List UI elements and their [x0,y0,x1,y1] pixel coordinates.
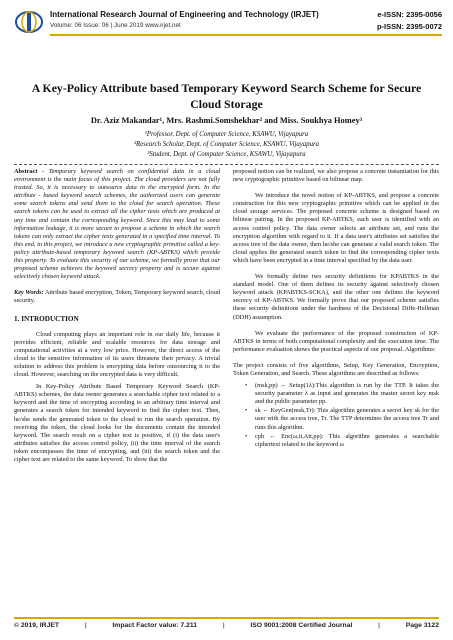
right-paragraph-1: We introduce the novel notion of KP-ABTKS, and propose a concrete construction for this new cryptographic primitive which can be applied in the cloud storage services. The proposed concrete scheme is designed based on bilinear pairing. In the proposed KP-ABTKS, each user is identified with an access control policy. The data owner selects an attribute set, and runs the encryption algorithm with regard to it. If a data user's attributes set satisfies the access tree of the data owner, then he/she can generate a valid search token. The cloud applies the generated search token to find the corresponding cipher texts which have been encrypted in a time interval specified by the data user. [233,192,439,264]
right-paragraph-2: We formally define two security definitions for KPABTKS in the standard model. One of them defines its security against selectively chosen keyword attack (KPABTKS-SCKA), and the other one defines the keyword secrecy of KP-ABTKS. We formally prove that our proposed scheme satisfies these security definitions under the hardness of the Decisional Diffe-Hellman (DDH) assumption. [233,273,439,321]
list-item: • cph ← Enc(ω,ti,Att,pp): This algorithm generates a searchable ciphertext related to the keyword ω [245,433,439,449]
title-divider [14,164,439,165]
section-heading-introduction: 1. INTRODUCTION [14,314,79,323]
right-paragraph-3: We evaluate the performance of the proposed construction of KP-ABTKS in terms of both computational complexity and the execution time. The performance evaluation shows the practical aspects of our proposal. Algorithms: [233,329,439,353]
footer-rule [14,617,439,619]
keywords-text: Attribute based encryption, Token, Temporary keyword search, cloud security. [14,289,220,305]
page-footer [14,622,439,629]
algorithm-list [233,382,439,449]
irjet-logo [14,9,44,35]
header-rule [50,34,442,36]
affiliation-1: ¹Professor, Dept. of Computer Science, KSAWU, Vijayapura [144,131,309,138]
footer-page-number: Page 3122 [405,622,439,629]
keywords [14,289,220,305]
abstract [14,168,220,281]
list-item: • (msk,pp) ← Setup(1λ):This algorithm is run by the TTP. It takes the security parameter λ as input and generates the master secret key msk and the public parameter pp. [245,382,439,406]
right-column [233,168,439,450]
abstract-text: Temporary keyword search on confidential data in a cloud environment is the main focus of this project. The cloud providers are not fully trusted. So, it is necessary to outsource data in the encrypted form. In the attribute - based keyword search schemes, the authorized users can generate some search tokens and send them to the cloud for search operation. These search tokens can be used to extract all the cipher texts which are produced at any time and contain the corresponding keyword. Since this may lead to some information leakage, it is more secure to propose a scheme in which the search tokens can only extract the cipher texts generated in a specified time interval. To this end, in this project, we introduce a new cryptographic primitive called a key-policy attribute-based temporary keyword search (KP-ABTKS) which provide this property. To evaluate this security of our scheme, we formally prove that our proposed scheme achieves the keyword secrecy property and is secure against selectively chosen keyword attack. [14,168,220,281]
p-issn: p-ISSN: 2395-0072 [376,22,442,31]
intro-paragraph-1: Cloud computing plays an important role in our daily life, because it provides efficient, reliable and scalable resources for data storage and computational activities at a very low price. However, the direct access of the cloud to the sensitive information of its users threatens their privacy. A trivial solution to address this problem is encrypting data before outsourcing it to the cloud. However, searching on the encrypted data is very difficult. [14,330,220,379]
journal-name: International Research Journal of Engineering and Technology (IRJET) [50,10,319,19]
footer-copyright: © 2019, IRJET [14,622,60,629]
footer-separator: | [222,622,225,629]
footer-impact-factor: Impact Factor value: 7.211 [112,622,198,629]
paper-title: A Key-Policy Attribute based Temporary Keyword Search Scheme for Secure Cloud Storage [31,81,422,111]
paper-authors: Dr. Aziz Makandar¹, Mrs. Rashmi.Somshekhar² and Miss. Soukhya Homey³ [90,116,363,125]
footer-separator: | [378,622,380,629]
footer-separator: | [84,622,87,629]
abstract-label: Abstract - [14,168,45,175]
footer-iso: ISO 9001:2008 Certified Journal [250,622,353,629]
right-paragraph-0: proposed notion can be realized, we also propose a concrete instantiation for this new cryptographic primitive based on bilinear map. [233,168,439,184]
keywords-label: Key Words: [14,289,44,297]
e-issn: e-ISSN: 2395-0056 [377,10,442,19]
journal-header [14,7,442,43]
right-paragraph-4: The project consists of five algorithms, Setup, Key Generation, Encryption, Token Generation, and Search. These algorithms are described as follows: [233,361,439,377]
list-item: • sk ← KeyGen(msk,Tr): This algorithm generates a secret key sk for the user with the access tree, Tr. The TTP determines the access tree Tr and runs this algorithm. [245,407,439,431]
intro-paragraph-2: In Key-Policy Attribute Based Temporary Keyword Search (KP-ABTKS) schemes, the data owner generates a searchable cipher text related to a keyword and the time of encrypting according to an arbitrary time interval and generates a search token for intended keyword to find the cipher text. Then, he/she sends the generated token to the cloud to run the search operation. By receiving the token, the cloud looks for the documents contain the intended keyword. The search result on a cipher text is positive, if (i) the data user's attributes satisfies the access control policy, (ii) the time interval of the search token encompasses the time of encrypting, and (iii) the search token and the cipher text are related to the same keyword. To show that the [14,383,220,463]
left-column [14,168,220,468]
volume-issue: Volume: 06 Issue: 06 | June 2019 www.irjet.net [50,22,181,29]
affiliation-2: ²Research Scholar, Dept. of Computer Science, KSAWU, Vijayapura [133,141,320,148]
affiliation-3: ³Student, Dept. of Computer Science, KSAWU, Vijayapura [147,151,306,158]
